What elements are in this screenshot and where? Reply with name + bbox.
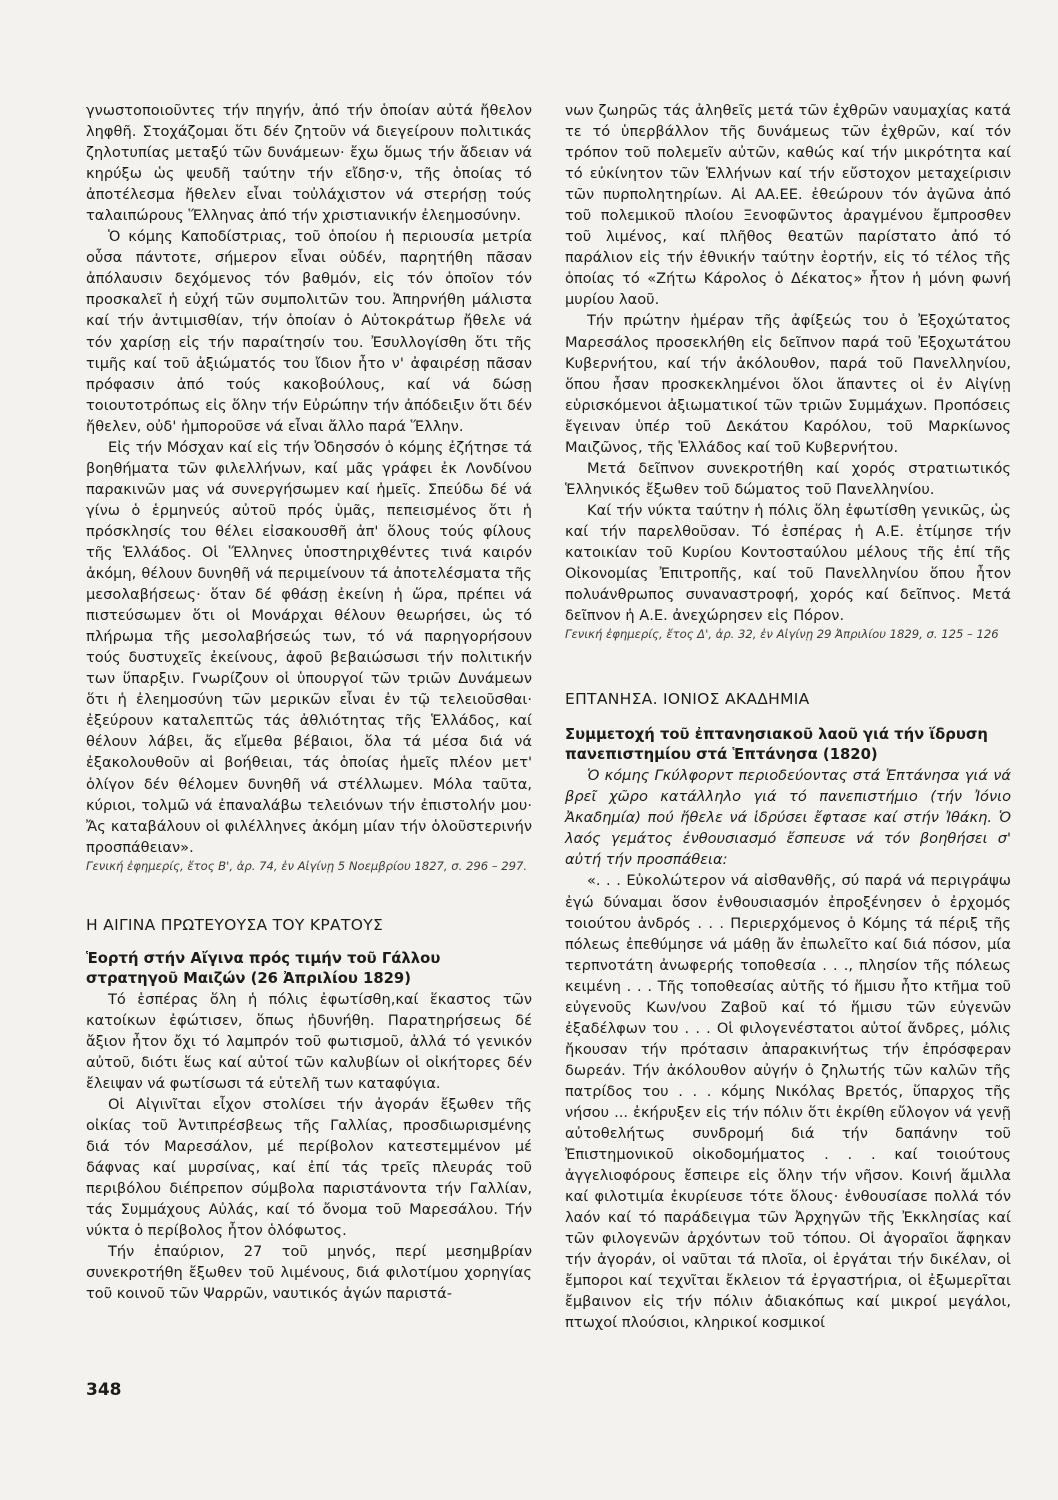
article-intro: Ὁ κόμης Γκύλφορντ περιοδεύοντας στά Ἑπτάνησα γιά νά βρεῖ χῶρο κατάλληλο γιά τό πανεπιστήμιο (τήν Ἰόνιο Ἀκαδημία) πού ἤθελε νά ἱδρύσει ἔφτασε καί στήν Ἰθάκη. Ὁ λαός γεμάτος ἐνθουσιασμό ἔσπευσε νά τόν βοηθήσει σ' αὐτή τήν προσπάθεια: (565, 767, 1011, 869)
paragraph: Τό ἑσπέρας ὅλη ἡ πόλις ἐφωτίσθη,καί ἕκαστος τῶν κατοίκων ἐφώτισεν, ὅπως ἠδυνήθη. Παρατηρήσεως δέ ἄξιον ἦτον ὄχι τό λαμπρόν τοῦ φωτισμοῦ, ἀλλά τό γενικόν αὐτοῦ, διότι ἕως καί αὐτοί τῶν καλυβίων οἱ οἰκήτορες δέν ἔλειψαν νά φωτίσωσι τά εὐτελῆ των καταφύγια. (86, 990, 532, 1092)
source-citation: Γενική ἐφημερίς, ἔτος Δ', ἀρ. 32, ἐν Αἰγίνῃ 29 Ἀπριλίου 1829, σ. 125 – 126 (565, 627, 999, 642)
paragraph: νων ζωηρῶς τάς ἀληθεῖς μετά τῶν ἐχθρῶν ναυμαχίας κατά τε τό ὑπερβάλλον τῆς δυνάμεως τῶν ἐχθρῶν, καί τόν τρόπον τοῦ πολεμεῖν αὐτῶν, καθώς καί τήν μικρότητα καί τό εὐκίνητον τῶν Ἑλλήνων καί τήν εὔστοχον μεταχείρισιν τῶν πυρπολητηρίων. Αἱ ΑΑ.ΕΕ. ἐθεώρουν τόν ἀγῶνα ἀπό τοῦ πολεμικοῦ πλοίου Ξενοφῶντος ἀραγμένου ἔμπροσθεν τοῦ λιμένος, καί πλῆθος θεατῶν παρίστατο ἀπό τό παράλιον εἰς τήν ἐθνικήν ταύτην ἑορτήν, εἰς τό τέλος τῆς ὁποίας τό «Ζήτω Κάρολος ὁ Δέκατος» ἦτον ἡ μόνη φωνή μυρίου λαοῦ. (565, 102, 1011, 309)
source-citation: Γενική ἐφημερίς, ἔτος Β', ἀρ. 74, ἐν Αἰγίνῃ 5 Νοεμβρίου 1827, σ. 296 – 297. (86, 858, 528, 873)
section-title: ΕΠΤΑΝΗΣΑ. ΙΟΝΙΟΣ ΑΚΑΔΗΜΙΑ (565, 690, 810, 709)
quoted-text: «. . . Εὐκολώτερον νά αἰσθανθῆς, σύ παρά νά περιγράψω ἐγώ δύναμαι ὅσον ἐνθουσιασμόν ἐπροξένησεν ὁ ἐρχομός τοιούτου ἀνδρός . . . Περιερχόμενος ὁ Κόμης τά πέριξ τῆς πόλεως ἐπεθύμησε νά μάθῃ ἄν ἐπωλεῖτο καί διά πόσον, μία τερπνοτάτη ἀνωφερής τοποθεσία . . ., πλησίον τῆς πόλεως κειμένη . . . Τῆς τοποθεσίας αὐτῆς τό ἥμισυ ἦτο κτῆμα τοῦ εὐγενοῦς Κων/νου Ζαβοῦ καί τό ἥμισυ τῶν εὐγενῶν ἐξαδέλφων του . . . Οἱ φιλογενέστατοι αὐτοί ἄνδρες, μόλις ἤκουσαν τήν πρότασιν ἀπαρακινήτως τήν ἐπρόσφεραν δωρεάν. Τήν ἀκόλουθον αὐγήν ὁ ζηλωτής τῶν καλῶν τῆς πατρίδος του . . . κόμης Νικόλας Βρετός, ὕπαρχος τῆς νήσου ... ἐκήρυξεν εἰς τήν πόλιν ὅτι ἐκρίθη εὔλογον νά γενῇ αὐτοθελήτως συνδρομή διά τήν δαπάνην τοῦ Ἐπιστημονικοῦ οἰκοδομήματος . . . καί τοιούτους ἀγγελιοφόρους ἔσπειρε εἰς ὅλην τήν νῆσον. Κοινή ἅμιλλα καί φιλοτιμία ἐκυρίευσε τότε ὅλους· ἐνθουσίασε πολλά τόν λαόν καί τό παράδειγμα τῶν Ἀρχηγῶν τῆς Ἐκκλησίας καί τῶν φιλογενῶν ἀρχόντων τοῦ τόπου. Οἱ ἀγοραῖοι ἄφηκαν τήν ἀγοράν, οἱ ναῦται τά πλοῖα, οἱ ἐργάται τήν δικέλαν, οἱ ἔμποροι καί τεχνῖται ἔκλειον τά ἐργαστήρια, οἱ ἐξωμερῖται ἔμβαινον εἰς τήν πόλιν ἀδιακόπως καί μικροί μεγάλοι, πτωχοί πλούσιοι, κληρικοί κοσμικοί (565, 872, 1011, 1332)
paragraph: Καί τήν νύκτα ταύτην ἡ πόλις ὅλη ἐφωτίσθη γενικῶς, ὡς καί τήν παρελθοῦσαν. Τό ἑσπέρας ἡ Α.Ε. ἐτίμησε τήν κατοικίαν τοῦ Κυρίου Κοντοσταύλου μέλους τῆς ἐπί τῆς Οἰκονομίας Ἐπιτροπῆς, καί τοῦ Πανελληνίου ὅπου ἦτον πολυάνθρωπος συναναστροφή, χορός καί δεῖπνος. Μετά δεῖπνον ἡ Α.Ε. ἀνεχώρησεν εἰς Πόρον. (565, 501, 1011, 625)
paragraph: Τήν πρώτην ἡμέραν τῆς ἀφίξεώς του ὁ Ἐξοχώτατος Μαρεσάλος προσεκλήθη εἰς δεῖπνον παρά τοῦ Ἐξοχωτάτου Κυβερνήτου, καί τήν ἀκόλουθον, παρά τοῦ Πανελληνίου, ὅπου ἦσαν προσκεκλημένοι ὅλοι ἅπαντες οἱ ἐν Αἰγίνῃ εὑρισκόμενοι ἀξιωματικοί τῶν τριῶν Συμμάχων. Προπόσεις ἔγειναν ὑπέρ τοῦ Δεκάτου Καρόλου, τοῦ Μαρκίωνος Μαιζῶνος, τῆς Ἑλλάδος καί τοῦ Κυβερνήτου. (565, 312, 1011, 456)
left-column (86, 100, 532, 1304)
paragraph: Οἱ Αἰγινῖται εἶχον στολίσει τήν ἀγοράν ἔξωθεν τῆς οἰκίας τοῦ Ἀντιπρέσβεως τῆς Γαλλίας, προσδιωρισμένης διά τόν Μαρεσάλον, μέ περίβολον κατεστεμμένον μέ δάφνας καί μυρσίνας, καί ἐπί τάς τρεῖς πλευράς τοῦ περιβόλου διέπρεπον σύμβολα παριστάνοντα τήν Γαλλίαν, τάς Συμμάχους Αὐλάς, καί τό ὄνομα τοῦ Μαρεσάλου. Τήν νύκτα ὁ περίβολος ἦτον ὁλόφωτος. (86, 1095, 532, 1240)
article-subtitle: Συμμετοχή τοῦ ἐπτανησιακοῦ λαοῦ γιά τήν ἵδρυση πανεπιστημίου στά Ἑπτάνησα (1820) (565, 726, 988, 764)
paragraph: γνωστοποιοῦντες τήν πηγήν, ἀπό τήν ὁποίαν αὐτά ἤθελον ληφθῆ. Στοχάζομαι ὅτι δέν ζητοῦν νά διεγείρουν πολιτικάς ζηλοτυπίας μεταξύ τῶν δυνάμεων· ἔχω ὅμως τήν ἄδειαν νά κηρύξω ὡς ψευδῆ ταύτην τήν εἴδησ·ν, τῆς ὁποίας τό ἀποτέλεσμα ἤθελεν εἶναι τοὐλάχιστον νά στερήσῃ τούς ταλαιπώρους Ἕλληνας ἀπό τήν χριστιανικήν ἐλεημοσύνην. (86, 102, 532, 225)
paragraph: Εἰς τήν Μόσχαν καί εἰς τήν Ὀδησσόν ὁ κόμης ἐζήτησε τά βοηθήματα τῶν φιλελλήνων, καί μᾶς γράφει ἐκ Λονδίνου παρακινῶν μας νά συνεργήσωμεν καί ἡμεῖς. Σπεύδω δέ νά γίνω ὁ ἑρμηνεύς αὐτοῦ πρός ὑμᾶς, πεπεισμένος ὅτι ἡ πρόσκλησίς του θέλει εἰσακουσθῆ ἀπ' ὅλους τούς φίλους τῆς Ἑλλάδος. Οἱ Ἕλληνες ὑποστηριχθέντες τινά καιρόν ἀκόμη, θέλουν δυνηθῆ νά περιμείνουν τά ἀποτελέσματα τῆς μεσολαβήσεως· ὅταν δέ φθάσῃ ἐκείνη ἡ ὥρα, πρέπει νά πιστεύσωμεν ὅτι οἱ Μονάρχαι θέλουν θεωρήσει, ὡς τό πλήρωμα τῆς μεσολαβήσεώς των, τό νά παρηγορήσουν τούς δυστυχεῖς ἐκείνους, ἀφοῦ βεβαιώσωσι τήν πολιτικήν των ὕπαρξιν. Γνωρίζουν οἱ ὑπουργοί τῶν τριῶν Δυνάμεων ὅτι ἡ ἐλεημοσύνη τῶν μερικῶν εἶναι ἐν τῷ τελειοῦσθαι· ἐξεύρουν καταλεπτῶς τάς ἀθλιότητας τῆς Ἑλλάδος, καί θέλουν λάβει, ἄς εἴμεθα βέβαιοι, ὅλα τά μέσα διά νά ἐξακολουθοῦν αἱ βοήθειαι, τάς ὁποίας ἡμεῖς πλέον μετ' ὀλίγον δέν θέλομεν δυνηθῆ νά στέλλωμεν. Μόλα ταῦτα, κύριοι, τολμῶ νά ἐπαναλάβω τελειόνων τήν ἐπιστολήν μου· Ἄς καταβάλουν οἱ φιλέλληνες ἀκόμη μίαν τήν ὁλοῦστερινήν προσπάθειαν». (86, 438, 532, 856)
paragraph: Ὁ κόμης Καποδίστριας, τοῦ ὁποίου ἡ περιουσία μετρία οὖσα πάντοτε, σήμερον εἶναι οὐδέν, παρητήθη πᾶσαν ἀπόλαυσιν δεχόμενος τόν βαθμόν, εἰς τόν ὁποῖον τόν προσκαλεῖ ἡ εὐχή τῶν συμπολιτῶν του. Ἀπηρνήθη μάλιστα καί τήν ἀντιμισθίαν, τήν ὁποίαν ὁ Αὐτοκράτωρ ἤθελε νά τόν χαρίσῃ εἰς τήν παραίτησίν του. Ἐσυλλογίσθη ὅτι τῆς τιμῆς καί τοῦ ἀξιώματός του ἴδιον ἦτο ν' ἀφαιρέσῃ πᾶσαν πρόφασιν ἀπό τούς κακοβούλους, καί νά δώσῃ τοιουτοτρόπως εἰς ὅλην τήν Εὐρώπην τήν ἀπόδειξιν ὅτι δέν ἤθελεν, οὐδ' ἠμποροῦσε νά εἶναι ἄλλο παρά Ἕλλην. (86, 228, 532, 435)
paragraph: Τήν ἐπαύριον, 27 τοῦ μηνός, περί μεσημβρίαν συνεκροτήθη ἔξωθεν τοῦ λιμένους, διά φιλοτίμου χορηγίας τοῦ κοινοῦ τῶν Ψαρρῶν, ναυτικός ἀγών παριστά- (86, 1243, 532, 1303)
paragraph: Μετά δεῖπνον συνεκροτήθη καί χορός στρατιωτικός Ἑλληνικός ἔξωθεν τοῦ δώματος τοῦ Πανελληνίου. (565, 459, 1011, 498)
right-column (565, 100, 1011, 1333)
article-subtitle: Ἑορτή στήν Αἴγινα πρός τιμήν τοῦ Γάλλου στρατηγοῦ Μαιζών (26 Ἀπριλίου 1829) (86, 949, 441, 987)
page-number: 348 (86, 1380, 122, 1400)
section-title: Η ΑΙΓΙΝΑ ΠΡΩΤΕΥΟΥΣΑ ΤΟΥ ΚΡΑΤΟΥΣ (86, 915, 384, 934)
